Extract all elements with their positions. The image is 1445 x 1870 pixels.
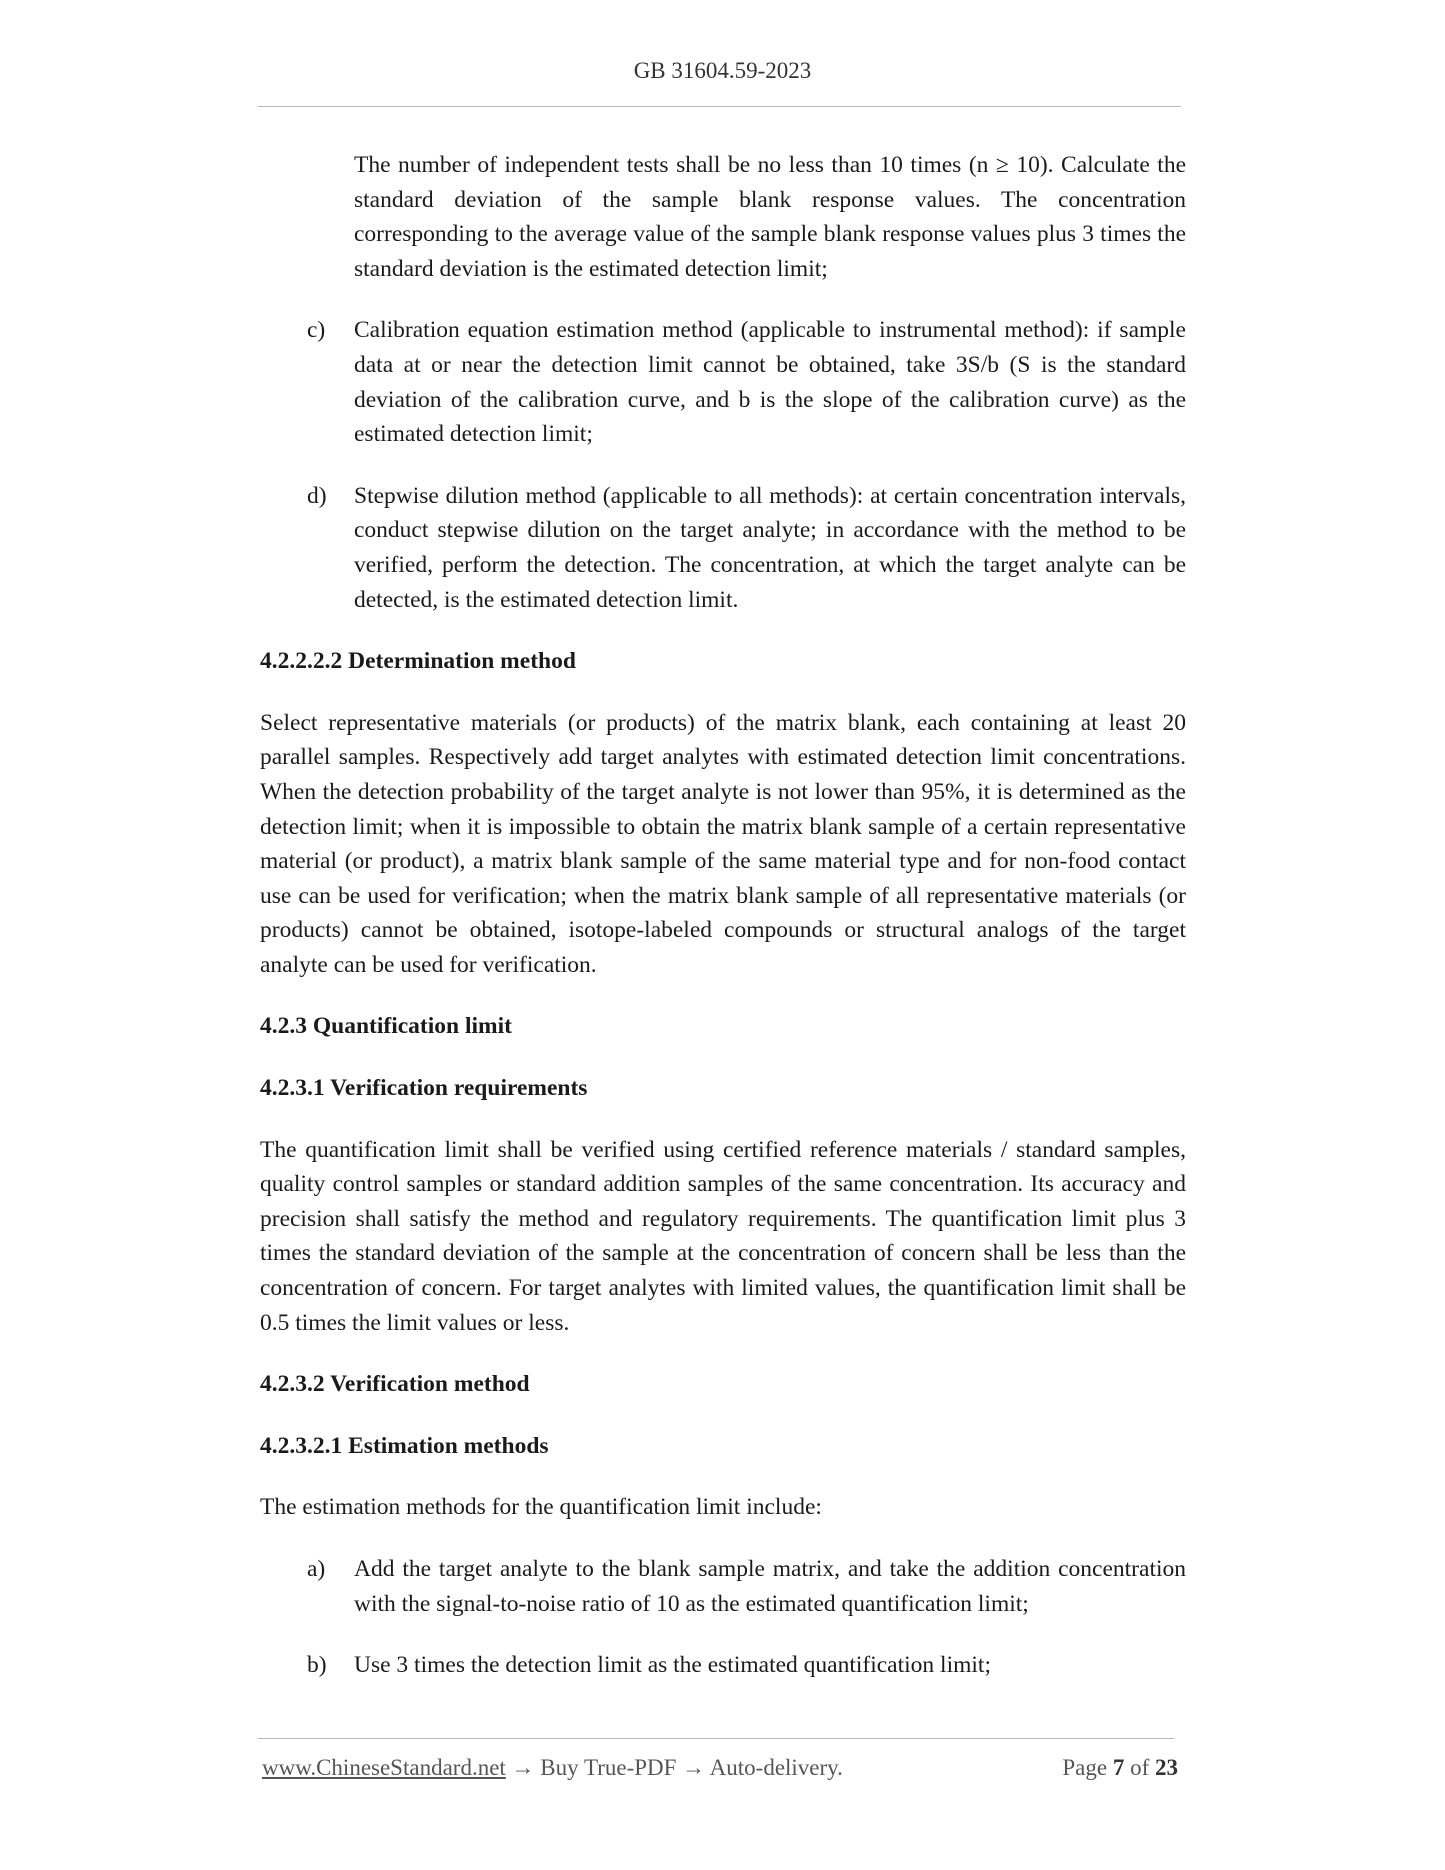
list-item-text: Stepwise dilution method (applicable to all methods): at certain concentration intervals, conduct stepwise dilution on the target analyte; in accordance with the method to be verified, perform the detection. The concentration, at which the target analyte can be detected, is the estimated detection limit. <box>354 482 1186 613</box>
list-marker: b) <box>307 1652 327 1679</box>
footer-divider <box>258 1738 1174 1739</box>
page-of-label: of <box>1130 1755 1150 1780</box>
estimation-intro-paragraph: The estimation methods for the quantification limit include: <box>260 1494 822 1521</box>
list-marker: a) <box>307 1556 326 1582</box>
section-heading-4-2-3-2: 4.2.3.2 Verification method <box>260 1371 530 1398</box>
list-item-b <box>260 1648 1186 1683</box>
page-content <box>260 148 1186 1683</box>
page-current: 7 <box>1112 1755 1125 1780</box>
list-marker: c) <box>307 317 326 344</box>
list-item-text: Calibration equation estimation method (applicable to instrumental method): if sample data at or near the detection limit cannot be obtained, take 3S/b (S is the standard deviation of the calibration curve, and b is the slope of the calibration curve) as the estimated detection limit; <box>354 317 1186 448</box>
list-item-c <box>260 313 1186 451</box>
list-item-d <box>260 479 1186 617</box>
footer-tagline: → Buy True-PDF → Auto-delivery. <box>505 1755 843 1780</box>
continued-paragraph: The number of independent tests shall be no less than 10 times (n ≥ 10). Calculate the standard deviation of the sample blank response values. The concentration corresponding to the average value of the sample blank response values plus 3 times the standard deviation is the estimated detection limit; <box>354 152 1186 282</box>
list-item-a <box>260 1552 1186 1621</box>
list-marker: d) <box>307 482 327 509</box>
list-item-text: Use 3 times the detection limit as the estimated quantification limit; <box>354 1652 991 1679</box>
list-item-text: Add the target analyte to the blank sample matrix, and take the addition concentration with the signal-to-noise ratio of 10 as the estimated quantification limit; <box>354 1556 1186 1617</box>
page-total: 23 <box>1155 1755 1178 1780</box>
document-id-header: GB 31604.59-2023 <box>633 58 812 83</box>
footer-promo <box>262 1755 843 1781</box>
page-label: Page <box>1062 1755 1108 1780</box>
header-divider <box>258 106 1181 107</box>
page-number <box>1062 1755 1178 1781</box>
section-heading-4-2-3-2-1: 4.2.3.2.1 Estimation methods <box>260 1432 549 1459</box>
section-heading-4-2-3: 4.2.3 Quantification limit <box>260 1013 512 1040</box>
section-heading-4-2-2-2-2: 4.2.2.2.2 Determination method <box>260 648 576 675</box>
requirements-paragraph: The quantification limit shall be verified using certified reference materials / standard samples, quality control samples or standard addition samples of the same concentration. Its accuracy and precision shall satisfy the method and regulatory requirements. The quantification limit plus 3 times the standard deviation of the sample at the concentration of concern shall be less than the concentration of concern. For target analytes with limited values, the quantification limit shall be 0.5 times the limit values or less. <box>260 1136 1186 1336</box>
determination-paragraph: Select representative materials (or products) of the matrix blank, each containing at least 20 parallel samples. Respectively add target analytes with estimated detection limit concentrations. When the detection probability of the target analyte is not lower than 95%, it is determined as the detection limit; when it is impossible to obtain the matrix blank sample of a certain representative material (or product), a matrix blank sample of the same material type and for non-food contact use can be used for verification; when the matrix blank sample of all representative materials (or products) cannot be obtained, isotope-labeled compounds or structural analogs of the target analyte can be used for verification. <box>260 709 1186 978</box>
site-link[interactable]: www.ChineseStandard.net <box>262 1755 506 1780</box>
section-heading-4-2-3-1: 4.2.3.1 Verification requirements <box>260 1075 588 1102</box>
